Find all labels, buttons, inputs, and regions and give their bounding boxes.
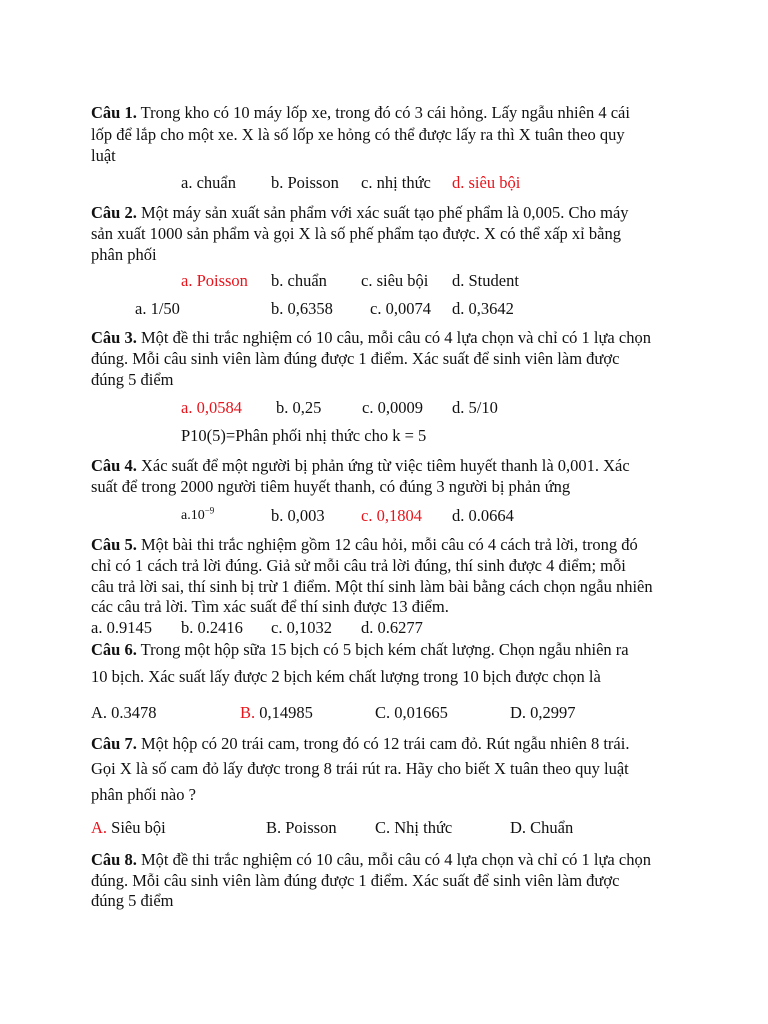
q1-option-a: a. chuẩn (181, 173, 236, 192)
q3-line-3: đúng 5 điểm (91, 370, 174, 389)
q1-option-b: b. Poisson (271, 173, 339, 192)
q1-line-3: luật (91, 146, 116, 165)
q6-label: Câu 6. (91, 640, 137, 659)
q5-option-b: b. 0.2416 (181, 618, 243, 637)
q7-option-a-letter: A. (91, 818, 108, 837)
q3-option-a-answer: a. 0,0584 (181, 398, 242, 417)
q6-option-b-value: 0,14985 (255, 703, 313, 722)
q6-line-1 (91, 639, 629, 661)
q3-line-2: đúng. Mỗi câu sinh viên làm đúng được 1 điểm. Xác suất để sinh viên làm được (91, 349, 620, 368)
q5-line-1 (91, 534, 638, 556)
q8-line-1 (91, 849, 651, 871)
q8-label: Câu 8. (91, 850, 137, 869)
q3-line-1 (91, 327, 651, 349)
q2-line-3: phân phối (91, 245, 157, 264)
q2-label: Câu 2. (91, 203, 137, 222)
q4-option-d: d. 0.0664 (452, 506, 514, 525)
q2-extra-option-b: b. 0,6358 (271, 299, 333, 318)
q6-option-b-answer (240, 702, 313, 724)
q7-line-2: Gọi X là số cam đỏ lấy được trong 8 trái rút ra. Hãy cho biết X tuân theo quy luật (91, 759, 629, 778)
q4-option-a-exponent: −9 (204, 505, 215, 516)
q6-option-c: C. 0,01665 (375, 703, 448, 722)
q4-text-1: Xác suất để một người bị phản ứng từ việc tiêm huyết thanh là 0,001. Xác (136, 456, 630, 475)
q7-option-c: C. Nhị thức (375, 818, 453, 837)
q2-extra-option-c: c. 0,0074 (370, 299, 431, 318)
q7-line-3: phân phối nào ? (91, 785, 196, 804)
q7-option-a-value: Siêu bội (107, 818, 166, 837)
q6-option-d: D. 0,2997 (510, 703, 576, 722)
q3-option-b: b. 0,25 (276, 398, 322, 417)
q4-option-c-answer: c. 0,1804 (361, 506, 422, 525)
q2-text-1: Một máy sản xuất sản phẩm với xác suất tạo phế phẩm là 0,005. Cho máy (136, 203, 629, 222)
q7-line-1 (91, 733, 629, 755)
q6-option-a: A. 0.3478 (91, 703, 157, 722)
q5-text-1: Một bài thi trắc nghiệm gồm 12 câu hỏi, mỗi câu có 4 cách trả lời, trong đó (136, 535, 638, 554)
q1-label: Câu 1. (91, 103, 137, 122)
q4-option-b: b. 0,003 (271, 506, 325, 525)
q1-text-1: Trong kho có 10 máy lốp xe, trong đó có 3 cái hỏng. Lấy ngẫu nhiên 4 cái (136, 103, 630, 122)
q4-option-a-base: a.10 (181, 508, 205, 523)
q2-option-b: b. chuẩn (271, 271, 327, 290)
q5-option-c: c. 0,1032 (271, 618, 332, 637)
q6-line-2: 10 bịch. Xác suất lấy được 2 bịch kém chất lượng trong 10 bịch được chọn là (91, 667, 601, 686)
q5-line-4: các câu trả lời. Tìm xác suất để thí sinh được 13 điểm. (91, 597, 449, 616)
q2-extra-option-a: a. 1/50 (135, 299, 180, 318)
q6-text-1: Trong một hộp sữa 15 bịch có 5 bịch kém chất lượng. Chọn ngẫu nhiên ra (136, 640, 629, 659)
q6-option-b-letter: B. (240, 703, 256, 722)
q2-option-c: c. siêu bội (361, 271, 429, 290)
q5-line-3: câu trả lời sai, thí sinh bị trừ 1 điểm. Một thí sinh làm bài bằng cách chọn ngẫu nhiên (91, 577, 653, 596)
q1-line-1 (91, 102, 630, 124)
q3-text-1: Một đề thi trắc nghiệm có 10 câu, mỗi câu có 4 lựa chọn và chỉ có 1 lựa chọn (136, 328, 651, 347)
q5-option-d: d. 0.6277 (361, 618, 423, 637)
q1-option-d-answer: d. siêu bội (452, 173, 521, 192)
q2-line-1 (91, 202, 629, 224)
q2-line-2: sản xuất 1000 sản phẩm và gọi X là số phế phẩm tạo được. X có thể xấp xỉ bằng (91, 224, 621, 243)
q3-note: P10(5)=Phân phối nhị thức cho k = 5 (181, 426, 427, 445)
q1-option-c: c. nhị thức (361, 173, 431, 192)
q3-label: Câu 3. (91, 328, 137, 347)
q7-text-1: Một hộp có 20 trái cam, trong đó có 12 trái cam đỏ. Rút ngẫu nhiên 8 trái. (136, 734, 630, 753)
q1-line-2: lốp để lắp cho một xe. X là số lốp xe hỏng có thể được lấy ra thì X tuân theo quy (91, 125, 625, 144)
q8-text-1: Một đề thi trắc nghiệm có 10 câu, mỗi câu có 4 lựa chọn và chỉ có 1 lựa chọn (136, 850, 651, 869)
q2-extra-option-d: d. 0,3642 (452, 299, 514, 318)
q7-option-a-answer (91, 817, 166, 839)
q7-label: Câu 7. (91, 734, 137, 753)
q8-line-2: đúng. Mỗi câu sinh viên làm đúng được 1 điểm. Xác suất để sinh viên làm được (91, 871, 620, 890)
q4-label: Câu 4. (91, 456, 137, 475)
q2-option-a-answer: a. Poisson (181, 271, 248, 290)
q4-line-2: suất để trong 2000 người tiêm huyết thanh, có đúng 3 người bị phản ứng (91, 477, 571, 496)
q8-line-3: đúng 5 điểm (91, 891, 174, 910)
q3-option-c: c. 0,0009 (362, 398, 423, 417)
q7-option-d: D. Chuẩn (510, 818, 574, 837)
q3-option-d: d. 5/10 (452, 398, 498, 417)
q2-option-d: d. Student (452, 271, 519, 290)
q4-option-a (181, 505, 214, 527)
q5-label: Câu 5. (91, 535, 137, 554)
q7-option-b: B. Poisson (266, 818, 337, 837)
q5-option-a: a. 0.9145 (91, 618, 152, 637)
q5-line-2: chỉ có 1 cách trả lời đúng. Giả sử mỗi câu trả lời đúng, thí sinh được 4 điểm; mỗi (91, 556, 626, 575)
q4-line-1 (91, 455, 630, 477)
